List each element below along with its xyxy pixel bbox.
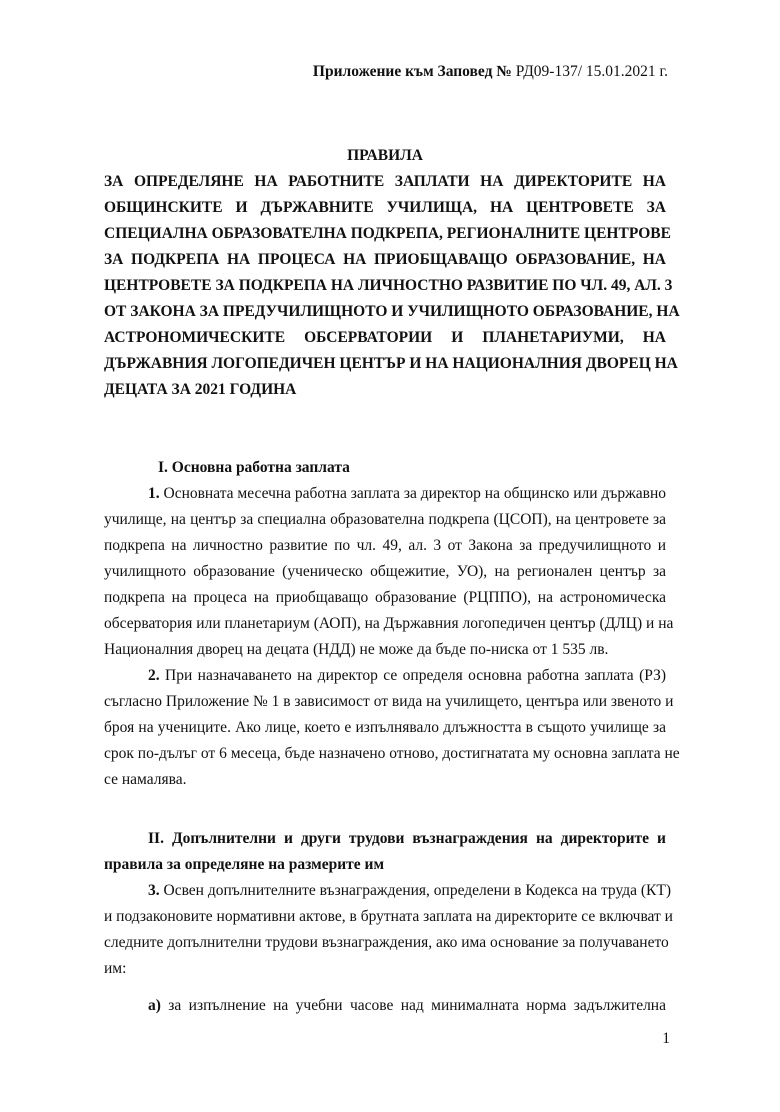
paragraph-3 [104, 878, 673, 982]
paragraph-number: 2. [148, 667, 160, 684]
title-line: ДЪРЖАВНИЯ ЛОГОПЕДИЧЕН ЦЕНТЪР И НА НАЦИОНАЛНИЯ ДВОРЕЦ НА [104, 355, 678, 372]
paragraph-1 [104, 481, 674, 663]
paragraph-line: училище, на център за специална образователна подкрепа (ЦСОП), на центровете за [104, 511, 666, 528]
title-line: ОТ ЗАКОНА ЗА ПРЕДУЧИЛИЩНОТО И УЧИЛИЩНОТО ОБРАЗОВАНИЕ, НА [104, 303, 680, 320]
paragraph-line: съгласно Приложение № 1 в зависимост от вида на училището, центъра или звеното и [104, 693, 674, 710]
paragraph-line: броя на учениците. Ако лице, което е изпълнявало длъжността в същото училище за [104, 719, 666, 736]
page-number: 1 [662, 1030, 670, 1047]
order-annex-header [313, 62, 668, 82]
paragraph-line: 1. Основната месечна работна заплата за директор на общинско или държавно [148, 485, 667, 502]
section-2-heading-line: II. Допълнителни и други трудови възнаграждения на директорите и [148, 830, 666, 847]
paragraph-line: подкрепа на личностно развитие по чл. 49, ал. 3 от Закона за предучилищното и [104, 537, 666, 554]
paragraph-line: им: [104, 960, 127, 977]
item-a-line: а) за изпълнение на учебни часове над минималната норма задължителна [148, 997, 666, 1014]
title-main: ПРАВИЛА [347, 147, 423, 164]
title-line: ОБЩИНСКИТЕ И ДЪРЖАВНИТЕ УЧИЛИЩА, НА ЦЕНТРОВЕТЕ ЗА [104, 199, 666, 216]
paragraph-line: и подзаконовите нормативни актове, в брутната заплата на директорите се включват и [104, 908, 673, 925]
title-line: ЗА ОПРЕДЕЛЯНЕ НА РАБОТНИТЕ ЗАПЛАТИ НА ДИРЕКТОРИТЕ НА [104, 173, 666, 190]
paragraph-number: 3. [148, 882, 160, 899]
paragraph-2 [104, 663, 680, 793]
section-1-heading: I. Основна работна заплата [158, 459, 350, 476]
paragraph-line: се намалява. [104, 771, 187, 788]
paragraph-line: следните допълнителни трудови възнаграждения, ако има основание за получаването [104, 934, 669, 951]
paragraph-line: 3. Освен допълнителните възнаграждения, определени в Кодекса на труда (КТ) [148, 882, 672, 899]
paragraph-line: подкрепа на процеса на приобщаващо образование (РЦППО), на астрономическа [104, 589, 666, 606]
item-a [104, 993, 666, 1019]
title-line: ЦЕНТРОВЕТЕ ЗА ПОДКРЕПА НА ЛИЧНОСТНО РАЗВИТИЕ ПО ЧЛ. 49, АЛ. 3 [104, 277, 673, 294]
paragraph-line: срок по-дълъг от 6 месеца, бъде назначено отново, достигнатата му основна заплата не [104, 745, 680, 762]
paragraph-line: училищното образование (ученическо общежитие, УО), на регионален център за [104, 563, 666, 580]
item-label: а) [148, 997, 161, 1014]
title-line: ДЕЦАТА ЗА 2021 ГОДИНА [104, 381, 297, 398]
paragraph-line: обсерватория или планетариум (АОП), на Държавния логопедичен център (ДЛЦ) и на [104, 615, 674, 632]
header-order-number: РД09-137/ 15.01.2021 г. [511, 63, 668, 80]
section-2-heading-line: правила за определяне на размерите им [104, 856, 385, 873]
paragraph-number: 1. [148, 485, 160, 502]
document-title [104, 143, 680, 403]
title-line: СПЕЦИАЛНА ОБРАЗОВАТЕЛНА ПОДКРЕПА, РЕГИОНАЛНИТЕ ЦЕНТРОВЕ [104, 225, 671, 242]
section-2-heading [104, 826, 666, 878]
title-line: АСТРОНОМИЧЕСКИТЕ ОБСЕРВАТОРИИ И ПЛАНЕТАРИУМИ, НА [104, 329, 666, 346]
title-line: ЗА ПОДКРЕПА НА ПРОЦЕСА НА ПРИОБЩАВАЩО ОБРАЗОВАНИЕ, НА [104, 251, 666, 268]
paragraph-line: 2. При назначаването на директор се определя основна работна заплата (РЗ) [148, 667, 666, 684]
paragraph-line: Националния дворец на децата (НДД) не може да бъде по-ниска от 1 535 лв. [104, 641, 609, 658]
header-bold: Приложение към Заповед № [312, 63, 512, 80]
